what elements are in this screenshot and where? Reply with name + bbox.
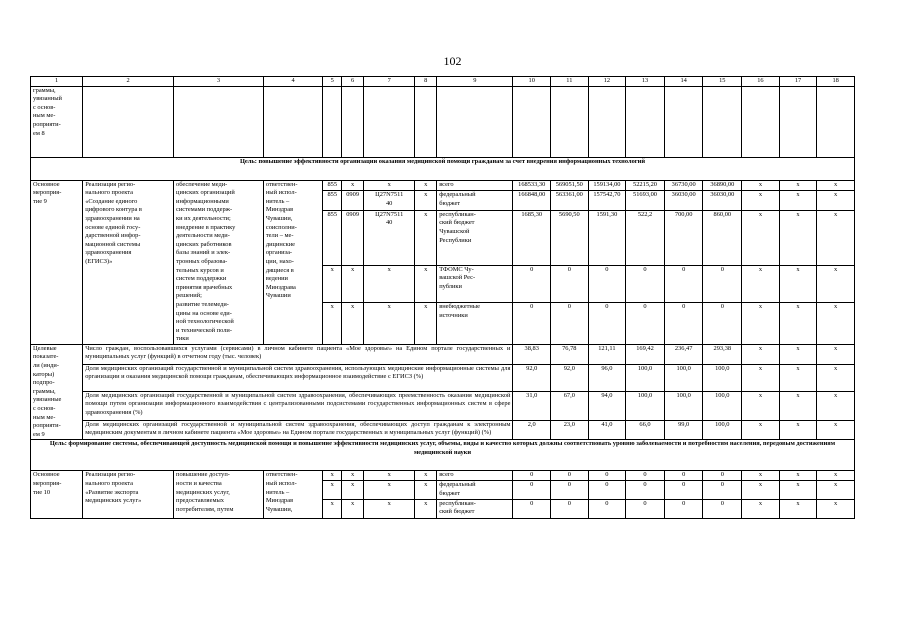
budget-code: x <box>364 180 415 191</box>
value-cell: 0 <box>513 303 551 345</box>
budget-code: 855 <box>323 180 342 191</box>
value-cell: x <box>817 499 855 518</box>
table-body <box>31 77 855 519</box>
value-cell: x <box>817 481 855 499</box>
value-cell: 94,0 <box>588 391 626 420</box>
value-cell: 569051,50 <box>551 180 589 191</box>
value-cell: 0 <box>703 481 742 499</box>
empty-cell <box>174 86 264 157</box>
value-cell: 5690,50 <box>551 210 589 265</box>
value-cell: 100,0 <box>703 391 742 420</box>
value-cell: x <box>779 191 817 211</box>
value-cell: 36890,00 <box>703 180 742 191</box>
value-cell: 0 <box>626 499 665 518</box>
column-number: 17 <box>779 77 817 87</box>
column-number: 6 <box>342 77 364 87</box>
budget-code: x <box>323 471 342 481</box>
value-cell: 0 <box>703 265 742 303</box>
value-cell: 0 <box>703 303 742 345</box>
value-cell: 563361,00 <box>551 191 589 211</box>
budget-code: x <box>415 180 437 191</box>
value-cell: 100,0 <box>626 391 665 420</box>
value-cell: x <box>817 191 855 211</box>
column-number: 8 <box>415 77 437 87</box>
value-cell: 166848,00 <box>513 191 551 211</box>
value-cell: x <box>742 180 780 191</box>
value-cell: 0 <box>551 265 589 303</box>
column-number: 18 <box>817 77 855 87</box>
budget-code: 0909 <box>342 191 364 211</box>
value-cell: 92,0 <box>513 364 551 391</box>
empty-cell <box>342 86 364 157</box>
empty-cell <box>817 86 855 157</box>
value-cell: 0 <box>551 499 589 518</box>
budget-table-container <box>30 76 855 519</box>
value-cell: 99,0 <box>664 420 703 440</box>
value-cell: x <box>817 471 855 481</box>
funding-source: федеральный бюджет <box>437 191 513 211</box>
value-cell: 0 <box>664 471 703 481</box>
budget-code: x <box>342 481 364 499</box>
column-number: 7 <box>364 77 415 87</box>
column-number: 15 <box>703 77 742 87</box>
funding-source: всего <box>437 471 513 481</box>
indicator-text: Доля медицинских организаций государственной и муниципальной систем здравоохранения, использующих медицинские информационные системы для организации и оказания медицинской помощи гражданам, обеспечивающих информационное взаимодействие с ЕГИСЗ (%) <box>83 364 513 391</box>
budget-code: x <box>323 265 342 303</box>
funding-source: всего <box>437 180 513 191</box>
value-cell: 0 <box>551 481 589 499</box>
value-cell: 0 <box>513 481 551 499</box>
value-cell: 0 <box>588 303 626 345</box>
empty-cell <box>588 86 626 157</box>
value-cell: 100,0 <box>703 364 742 391</box>
budget-code: Ц27N7511 40 <box>364 191 415 211</box>
budget-code: 0909 <box>342 210 364 265</box>
value-cell: 100,0 <box>664 391 703 420</box>
value-cell: 0 <box>626 481 665 499</box>
indicator-text: Доля медицинских организаций государственной и муниципальной систем здравоохранения, обеспечивающих доступ гражданам к электронным медицинским документам в личном кабинете пациента «Мое здоровье» на Едином портале государственных и муниципальных услуг (функций) (%) <box>83 420 513 440</box>
value-cell: x <box>817 180 855 191</box>
budget-code: x <box>342 471 364 481</box>
value-cell: 2,0 <box>513 420 551 440</box>
budget-code: x <box>342 499 364 518</box>
measure-name: Основное мероприя- тие 10 <box>31 471 83 518</box>
indicator-text: Доля медицинских организаций государственной и муниципальной систем здравоохранения, обеспечивающих преемственность оказания медицинской помощи путем организации информационного взаимодействия с централизованными подсистемами государственных информационных систем в сфере здравоохранения (%) <box>83 391 513 420</box>
value-cell: x <box>779 364 817 391</box>
value-cell: 0 <box>703 499 742 518</box>
empty-cell <box>83 86 174 157</box>
empty-cell <box>263 86 323 157</box>
value-cell: x <box>779 471 817 481</box>
column-number: 12 <box>588 77 626 87</box>
value-cell: 36030,00 <box>664 191 703 211</box>
value-cell: 169,42 <box>626 344 665 364</box>
value-cell: 0 <box>626 303 665 345</box>
value-cell: x <box>779 344 817 364</box>
value-cell: x <box>742 265 780 303</box>
indicator-row <box>31 420 855 440</box>
value-cell: 31,0 <box>513 391 551 420</box>
value-cell: x <box>817 420 855 440</box>
budget-code: 855 <box>323 210 342 265</box>
value-cell: x <box>779 180 817 191</box>
value-cell: 51693,00 <box>626 191 665 211</box>
value-cell: 0 <box>626 265 665 303</box>
value-cell: x <box>742 303 780 345</box>
column-number: 3 <box>174 77 264 87</box>
value-cell: x <box>817 210 855 265</box>
indicator-row <box>31 364 855 391</box>
budget-code: x <box>364 481 415 499</box>
measure-title: Реализация регио- нального проекта «Создание единого цифрового контура в здравоохранении на основе единой госу- дарственной инфор- мационной системы здравоохранения (ЕГИСЗ)» <box>83 180 174 344</box>
budget-code: x <box>342 180 364 191</box>
funding-source: внебюджетные источники <box>437 303 513 345</box>
value-cell: 0 <box>513 265 551 303</box>
value-cell: 67,0 <box>551 391 589 420</box>
budget-code: x <box>323 303 342 345</box>
value-cell: 92,0 <box>551 364 589 391</box>
value-cell: 860,00 <box>703 210 742 265</box>
empty-cell <box>323 86 342 157</box>
column-number: 11 <box>551 77 589 87</box>
value-cell: 522,2 <box>626 210 665 265</box>
indicator-label: Целевые показате- ли (инди- каторы) подпро- граммы, увязанные с основ- ным ме- роприяти- ем 9 <box>31 344 83 440</box>
measure-executor: ответствен- ный испол- нитель – Минздрав Чувашии, соисполни- тели – ме- дицинские организа- ции, нахо- дящиеся в ведении Минздрава Чувашии <box>263 180 323 344</box>
empty-cell <box>437 86 513 157</box>
value-cell: 0 <box>664 481 703 499</box>
budget-code: x <box>415 303 437 345</box>
budget-table <box>30 76 855 519</box>
value-cell: 1685,30 <box>513 210 551 265</box>
column-number: 2 <box>83 77 174 87</box>
empty-cell <box>742 86 780 157</box>
budget-code: x <box>415 471 437 481</box>
value-cell: 700,00 <box>664 210 703 265</box>
value-cell: x <box>742 471 780 481</box>
value-cell: 0 <box>588 265 626 303</box>
goal-row <box>31 440 855 471</box>
column-number: 13 <box>626 77 665 87</box>
empty-cell <box>703 86 742 157</box>
budget-code: x <box>364 265 415 303</box>
budget-code: x <box>364 303 415 345</box>
value-cell: 100,0 <box>626 364 665 391</box>
measure-executor: ответствен- ный испол- нитель – Минздрав Чувашии, <box>263 471 323 518</box>
value-cell: 96,0 <box>588 364 626 391</box>
value-cell: x <box>817 391 855 420</box>
value-cell: x <box>742 391 780 420</box>
column-number: 4 <box>263 77 323 87</box>
budget-code: x <box>323 499 342 518</box>
budget-code: x <box>415 210 437 265</box>
measure-name: Основное мероприя- тие 9 <box>31 180 83 344</box>
funding-source: ТФОМС Чу- вашской Рес- публики <box>437 265 513 303</box>
column-number: 14 <box>664 77 703 87</box>
value-cell: 168533,30 <box>513 180 551 191</box>
budget-code: x <box>415 265 437 303</box>
value-cell: x <box>779 391 817 420</box>
value-cell: 0 <box>664 303 703 345</box>
value-cell: x <box>817 303 855 345</box>
value-cell: 38,83 <box>513 344 551 364</box>
empty-cell <box>551 86 589 157</box>
funding-source: федеральный бюджет <box>437 481 513 499</box>
value-cell: 100,0 <box>664 364 703 391</box>
value-cell: 100,0 <box>703 420 742 440</box>
value-cell: x <box>779 481 817 499</box>
budget-code: x <box>323 481 342 499</box>
budget-code: x <box>415 499 437 518</box>
value-cell: x <box>742 344 780 364</box>
value-cell: 121,11 <box>588 344 626 364</box>
column-number: 5 <box>323 77 342 87</box>
column-number: 1 <box>31 77 83 87</box>
column-number: 9 <box>437 77 513 87</box>
value-cell: 0 <box>588 481 626 499</box>
value-cell: x <box>779 499 817 518</box>
funding-source: республикан- ский бюджет Чувашской Республики <box>437 210 513 265</box>
value-cell: 0 <box>703 471 742 481</box>
value-cell: 236,47 <box>664 344 703 364</box>
indicator-label: граммы, увязанный с основ- ным ме- роприяти- ем 8 <box>31 86 83 157</box>
header-row <box>31 77 855 87</box>
budget-code: x <box>415 481 437 499</box>
value-cell: 36730,00 <box>664 180 703 191</box>
budget-code: x <box>342 265 364 303</box>
value-cell: 0 <box>626 471 665 481</box>
funding-source: республикан- ский бюджет <box>437 499 513 518</box>
empty-cell <box>364 86 415 157</box>
value-cell: 0 <box>551 471 589 481</box>
value-cell: 0 <box>588 499 626 518</box>
goal-heading: Цель: повышение эффективности организации оказания медицинской помощи гражданам за счет внедрения информационных технологий <box>31 157 855 180</box>
value-cell: 76,78 <box>551 344 589 364</box>
measure-row <box>31 471 855 481</box>
value-cell: 0 <box>664 499 703 518</box>
budget-code: x <box>415 191 437 211</box>
page-number: 102 <box>443 54 462 68</box>
empty-cell <box>513 86 551 157</box>
indicator-text: Число граждан, воспользовавшихся услугами (сервисами) в личном кабинете пациента «Мое здоровье» на Едином портале государственных и муниципальных услуг (функций) в отчетном году (тыс. человек) <box>83 344 513 364</box>
value-cell: x <box>817 265 855 303</box>
value-cell: 0 <box>588 471 626 481</box>
value-cell: 41,0 <box>588 420 626 440</box>
value-cell: x <box>779 420 817 440</box>
column-number: 10 <box>513 77 551 87</box>
goal-row <box>31 157 855 180</box>
value-cell: x <box>742 420 780 440</box>
value-cell: 0 <box>513 471 551 481</box>
continuation-row <box>31 86 855 157</box>
value-cell: 293,38 <box>703 344 742 364</box>
empty-cell <box>626 86 665 157</box>
empty-cell <box>664 86 703 157</box>
measure-tasks: повышение доступ- ности и качества медицинских услуг, предоставляемых потребителям, путем <box>174 471 264 518</box>
value-cell: 0 <box>664 265 703 303</box>
goal-heading: Цель: формирование системы, обеспечивающей доступность медицинской помощи и повышение эффективности медицинских услуг, объемы, виды и качество которых должны соответствовать уровню заболеваемости и потребностям населения, передовым достижениям медицинской науки <box>31 440 855 471</box>
value-cell: x <box>742 191 780 211</box>
value-cell: 0 <box>551 303 589 345</box>
value-cell: x <box>779 265 817 303</box>
value-cell: x <box>742 364 780 391</box>
value-cell: 157542,70 <box>588 191 626 211</box>
value-cell: x <box>779 210 817 265</box>
budget-code: Ц27N7511 40 <box>364 210 415 265</box>
value-cell: x <box>817 364 855 391</box>
budget-code: x <box>342 303 364 345</box>
value-cell: x <box>742 210 780 265</box>
value-cell: x <box>779 303 817 345</box>
value-cell: 1591,30 <box>588 210 626 265</box>
budget-code: x <box>364 499 415 518</box>
budget-code: x <box>364 471 415 481</box>
value-cell: 66,0 <box>626 420 665 440</box>
value-cell: 0 <box>513 499 551 518</box>
empty-cell <box>779 86 817 157</box>
column-number: 16 <box>742 77 780 87</box>
measure-row <box>31 180 855 191</box>
empty-cell <box>415 86 437 157</box>
value-cell: 36030,00 <box>703 191 742 211</box>
value-cell: 23,0 <box>551 420 589 440</box>
value-cell: x <box>742 481 780 499</box>
value-cell: 159134,00 <box>588 180 626 191</box>
measure-tasks: обеспечение меди- цинских организаций информационными системами поддерж- ки их деятельности; внедрение в практику деятельности меди- цинских работников базы знаний и элек- тронных образова- тельных курсов и систем поддержки принятия врачебных решений; развитие телемеди- цины на основе еди- ной технологической и технической поли- тики <box>174 180 264 344</box>
value-cell: x <box>817 344 855 364</box>
value-cell: x <box>742 499 780 518</box>
budget-code: 855 <box>323 191 342 211</box>
measure-title: Реализация регио- нального проекта «Развитие экспорта медицинских услуг» <box>83 471 174 518</box>
indicator-row <box>31 391 855 420</box>
value-cell: 52215,20 <box>626 180 665 191</box>
indicator-row <box>31 344 855 364</box>
